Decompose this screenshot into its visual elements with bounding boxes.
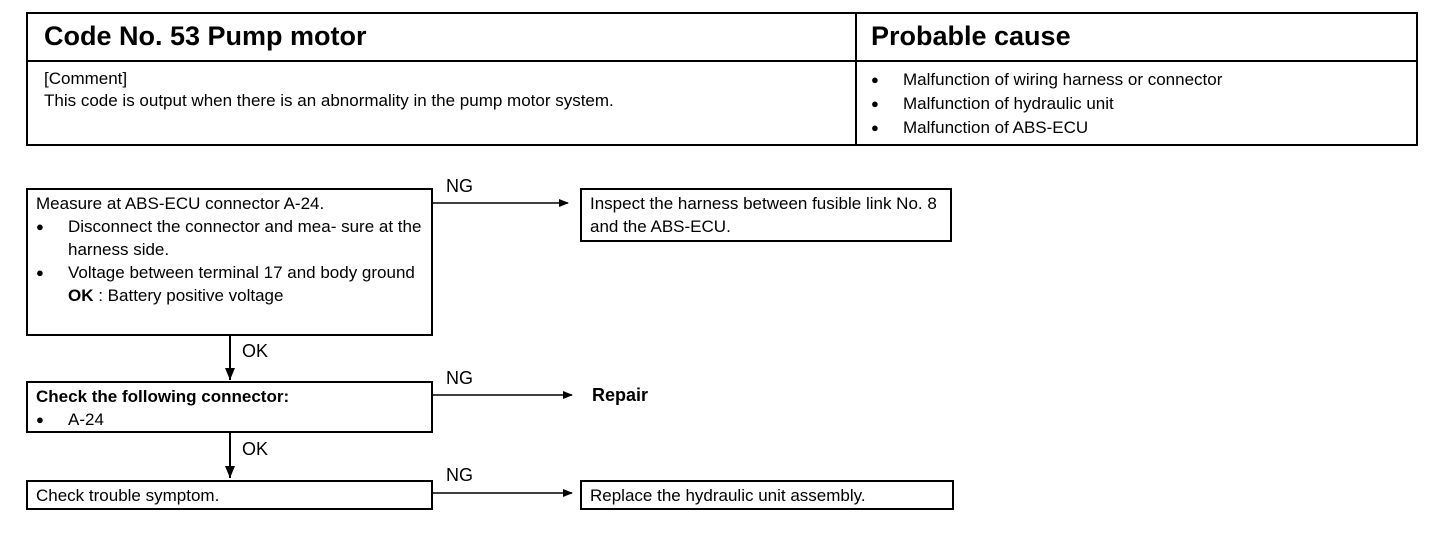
step3-ng-label: NG	[446, 465, 473, 485]
probable-cause-title: Probable cause	[871, 21, 1071, 51]
code-title: Code No. 53 Pump motor	[44, 21, 367, 51]
step1-ok-value: : Battery positive voltage	[98, 286, 284, 305]
cause-item: ● Malfunction of wiring harness or connector	[871, 68, 1222, 92]
step1-bullet1: ● Disconnect the connector and mea- sure at the harness side.	[36, 215, 423, 261]
step1-title: Measure at ABS-ECU connector A-24.	[36, 194, 325, 213]
step3-ng-result: Replace the hydraulic unit assembly.	[590, 486, 866, 505]
step2-bullet1: ● A-24	[36, 408, 423, 431]
step1-ok-branch-label: OK	[242, 341, 269, 361]
step1-ng-label: NG	[446, 176, 473, 196]
step1-ng-result-box	[580, 188, 952, 242]
step2-box	[26, 381, 433, 433]
comment-text: This code is output when there is an abnormality in the pump motor system.	[44, 91, 614, 110]
step2-title: Check the following connector:	[36, 387, 290, 406]
step3-title: Check trouble symptom.	[36, 486, 220, 505]
ok-arrowhead-1	[225, 368, 235, 380]
comment-label: [Comment]	[44, 69, 128, 88]
step2-ok-branch-label: OK	[242, 439, 269, 459]
step1-bullet2: ● Voltage between terminal 17 and body ground	[36, 261, 423, 284]
step1-ok-label: OK	[68, 286, 94, 305]
step2-ng-label: NG	[446, 368, 473, 388]
cause-item: ● Malfunction of hydraulic unit	[871, 92, 1222, 116]
ok-arrowhead-2	[225, 466, 235, 478]
step3-box	[26, 480, 433, 510]
step1-box	[26, 188, 433, 336]
step1-ok-criteria	[36, 284, 423, 307]
step3-ng-result-box	[580, 480, 954, 510]
step1-ng-result: Inspect the harness between fusible link No. 8 and the ABS-ECU.	[590, 194, 937, 236]
cause-item: ● Malfunction of ABS-ECU	[871, 116, 1222, 140]
step2-ng-result: Repair	[592, 385, 649, 405]
